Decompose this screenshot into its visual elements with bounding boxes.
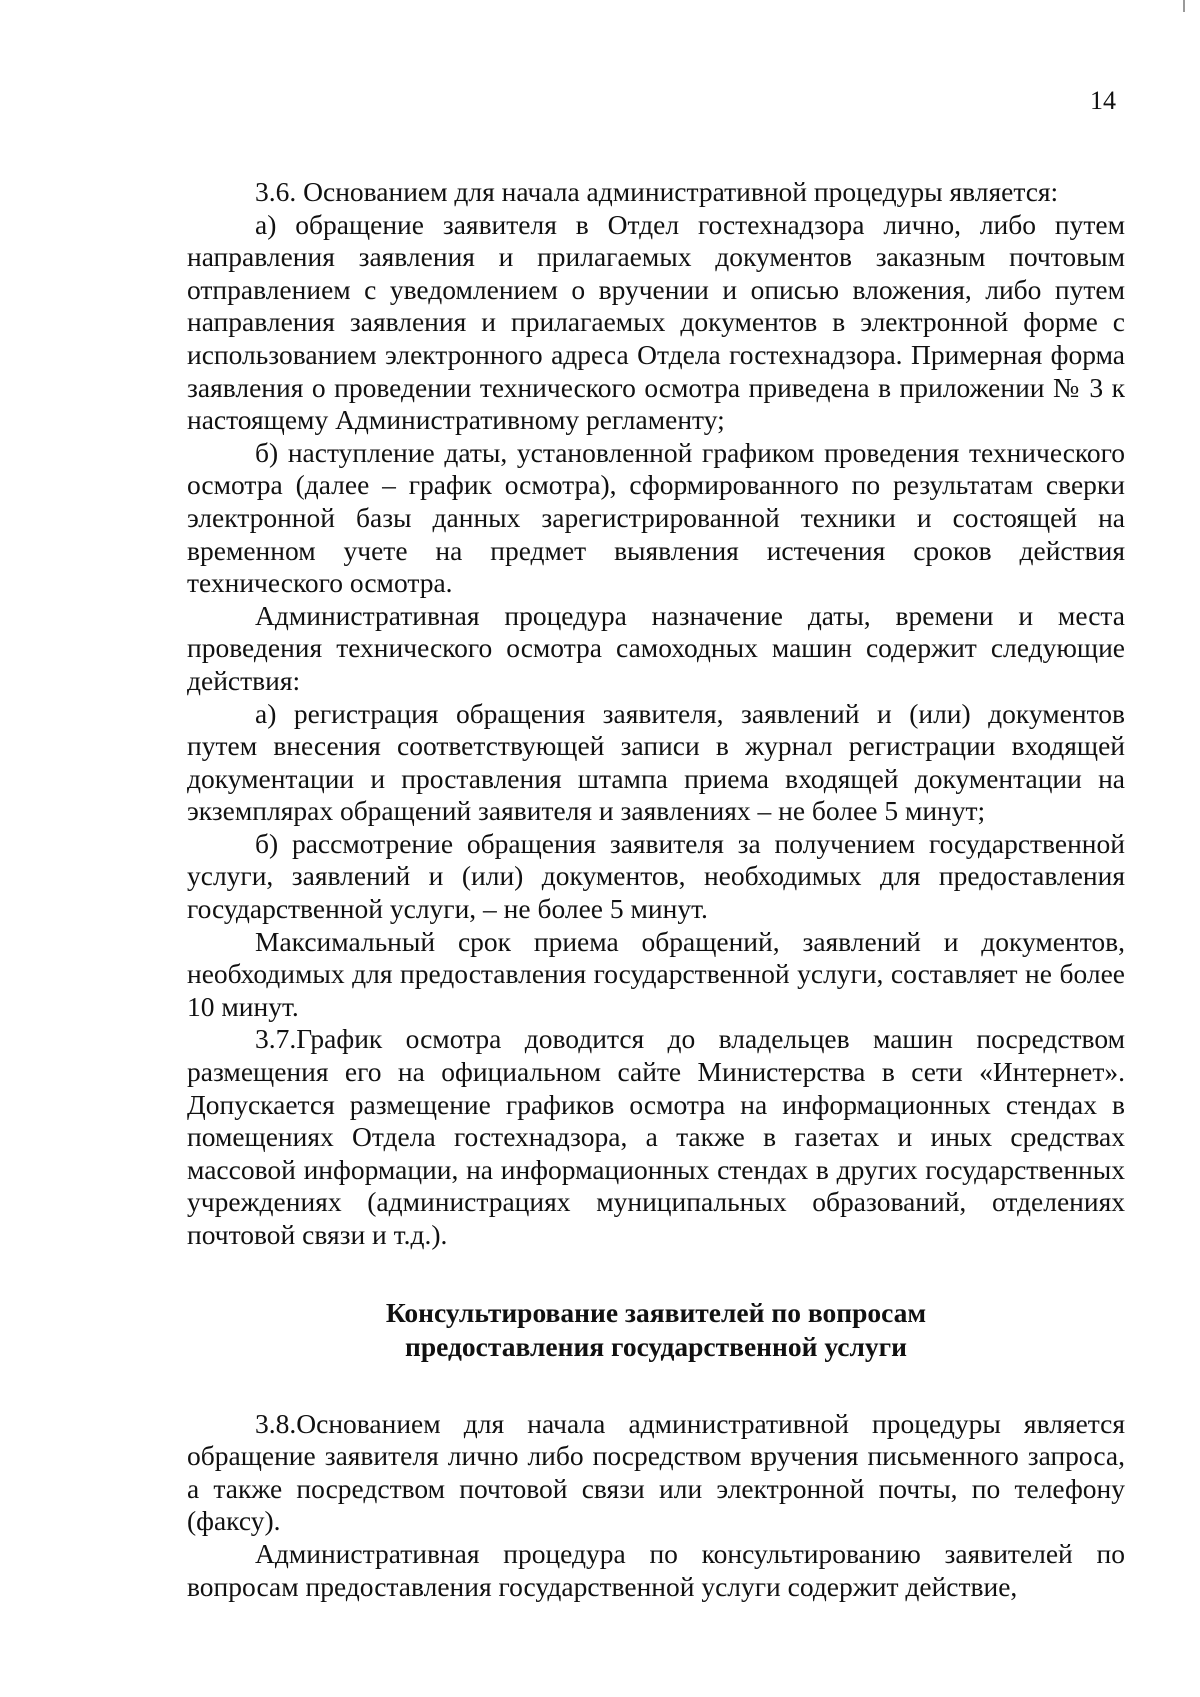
paragraph-3-6-intro: 3.6. Основанием для начала административной процедуры является: (255, 176, 1059, 207)
paragraph-3-8: 3.8.Основанием для начала административной процедуры является обращение заявителя лично либо посредством вручения письменного запроса, а также посредством почтовой связи или электронной почты, по телефону (факсу). (187, 1407, 1125, 1537)
section-heading (187, 1296, 1125, 1364)
section-heading-line-1: Консультирование заявителей по вопросам (385, 1296, 927, 1328)
paragraph-3-7: 3.7.График осмотра доводится до владельцев машин посредством размещения его на официальном сайте Министерства в сети «Интернет». Допускается размещение графиков осмотра на информационных стендах в помещениях Отдела гостехнадзора, а также в газетах и иных средствах массовой информации, на информационных стендах в других государственных учреждениях (администрациях муниципальных образований, отделениях почтовой связи и т.д.). (187, 1023, 1125, 1250)
paragraph-action-a: а) регистрация обращения заявителя, заявлений и (или) документов путем внесения соответствующей записи в журнал регистрации входящей документации и проставления штампа приема входящей документации на экземплярах обращений заявителя и заявлениях – не более 5 минут; (187, 697, 1125, 827)
document-body (187, 176, 1125, 1603)
page-number: 14 (1090, 86, 1116, 115)
paragraph-procedure-actions: Административная процедура назначение даты, времени и места проведения технического осмотра самоходных машин содержит следующие действия: (187, 599, 1125, 696)
scan-edge-mark (1183, 0, 1185, 12)
section-heading-line-2: предоставления государственной услуги (405, 1330, 907, 1362)
paragraph-consulting-procedure: Административная процедура по консультированию заявителей по вопросам предоставления государственной услуги содержит действие, (187, 1537, 1125, 1602)
paragraph-action-b: б) рассмотрение обращения заявителя за получением государственной услуги, заявлений и (или) документов, необходимых для предоставления государственной услуги, – не более 5 минут. (187, 827, 1125, 925)
paragraph-max-term: Максимальный срок приема обращений, заявлений и документов, необходимых для предоставления государственной услуги, составляет не более 10 минут. (187, 925, 1125, 1022)
paragraph-3-6-a: а) обращение заявителя в Отдел гостехнадзора лично, либо путем направления заявления и прилагаемых документов заказным почтовым отправлением с уведомлением о вручении и описью вложения, либо путем направления заявления и прилагаемых документов в электронной форме с использованием электронного адреса Отдела гостехнадзора. Примерная форма заявления о проведении технического осмотра приведена в приложении № 3 к настоящему Административному регламенту; (187, 208, 1125, 436)
paragraph-3-6-b: б) наступление даты, установленной графиком проведения технического осмотра (далее – график осмотра), сформированного по результатам сверки электронной базы данных зарегистрированной техники и состоящей на временном учете на предмет выявления истечения сроков действия технического осмотра. (187, 436, 1125, 599)
